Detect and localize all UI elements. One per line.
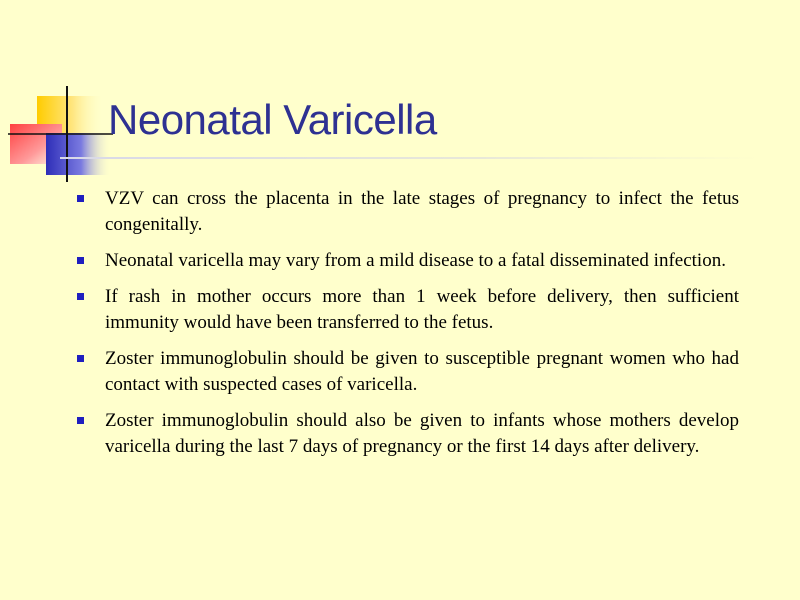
bullet-item xyxy=(75,408,739,460)
square-bullet-icon xyxy=(77,195,84,202)
square-bullet-icon xyxy=(77,417,84,424)
bullet-item xyxy=(75,248,739,274)
square-bullet-icon xyxy=(77,257,84,264)
title-divider xyxy=(60,157,758,159)
bullet-item xyxy=(75,186,739,238)
square-bullet-icon xyxy=(77,355,84,362)
square-bullet-icon xyxy=(77,293,84,300)
bullet-text: VZV can cross the placenta in the late stages of pregnancy to infect the fetus congenitally. xyxy=(105,188,739,235)
bullet-text: If rash in mother occurs more than 1 week before delivery, then sufficient immunity would have been transferred to the fetus. xyxy=(105,286,739,333)
bullet-text: Zoster immunoglobulin should also be given to infants whose mothers develop varicella during the last 7 days of pregnancy or the first 14 days after delivery. xyxy=(105,410,739,457)
slide-title: Neonatal Varicella xyxy=(108,96,437,143)
bullet-list xyxy=(75,186,739,470)
bullet-item xyxy=(75,346,739,398)
bullet-text: Zoster immunoglobulin should be given to susceptible pregnant women who had contact with suspected cases of varicella. xyxy=(105,348,739,395)
bullet-item xyxy=(75,284,739,336)
bullet-text: Neonatal varicella may vary from a mild disease to a fatal disseminated infection. xyxy=(105,250,726,271)
